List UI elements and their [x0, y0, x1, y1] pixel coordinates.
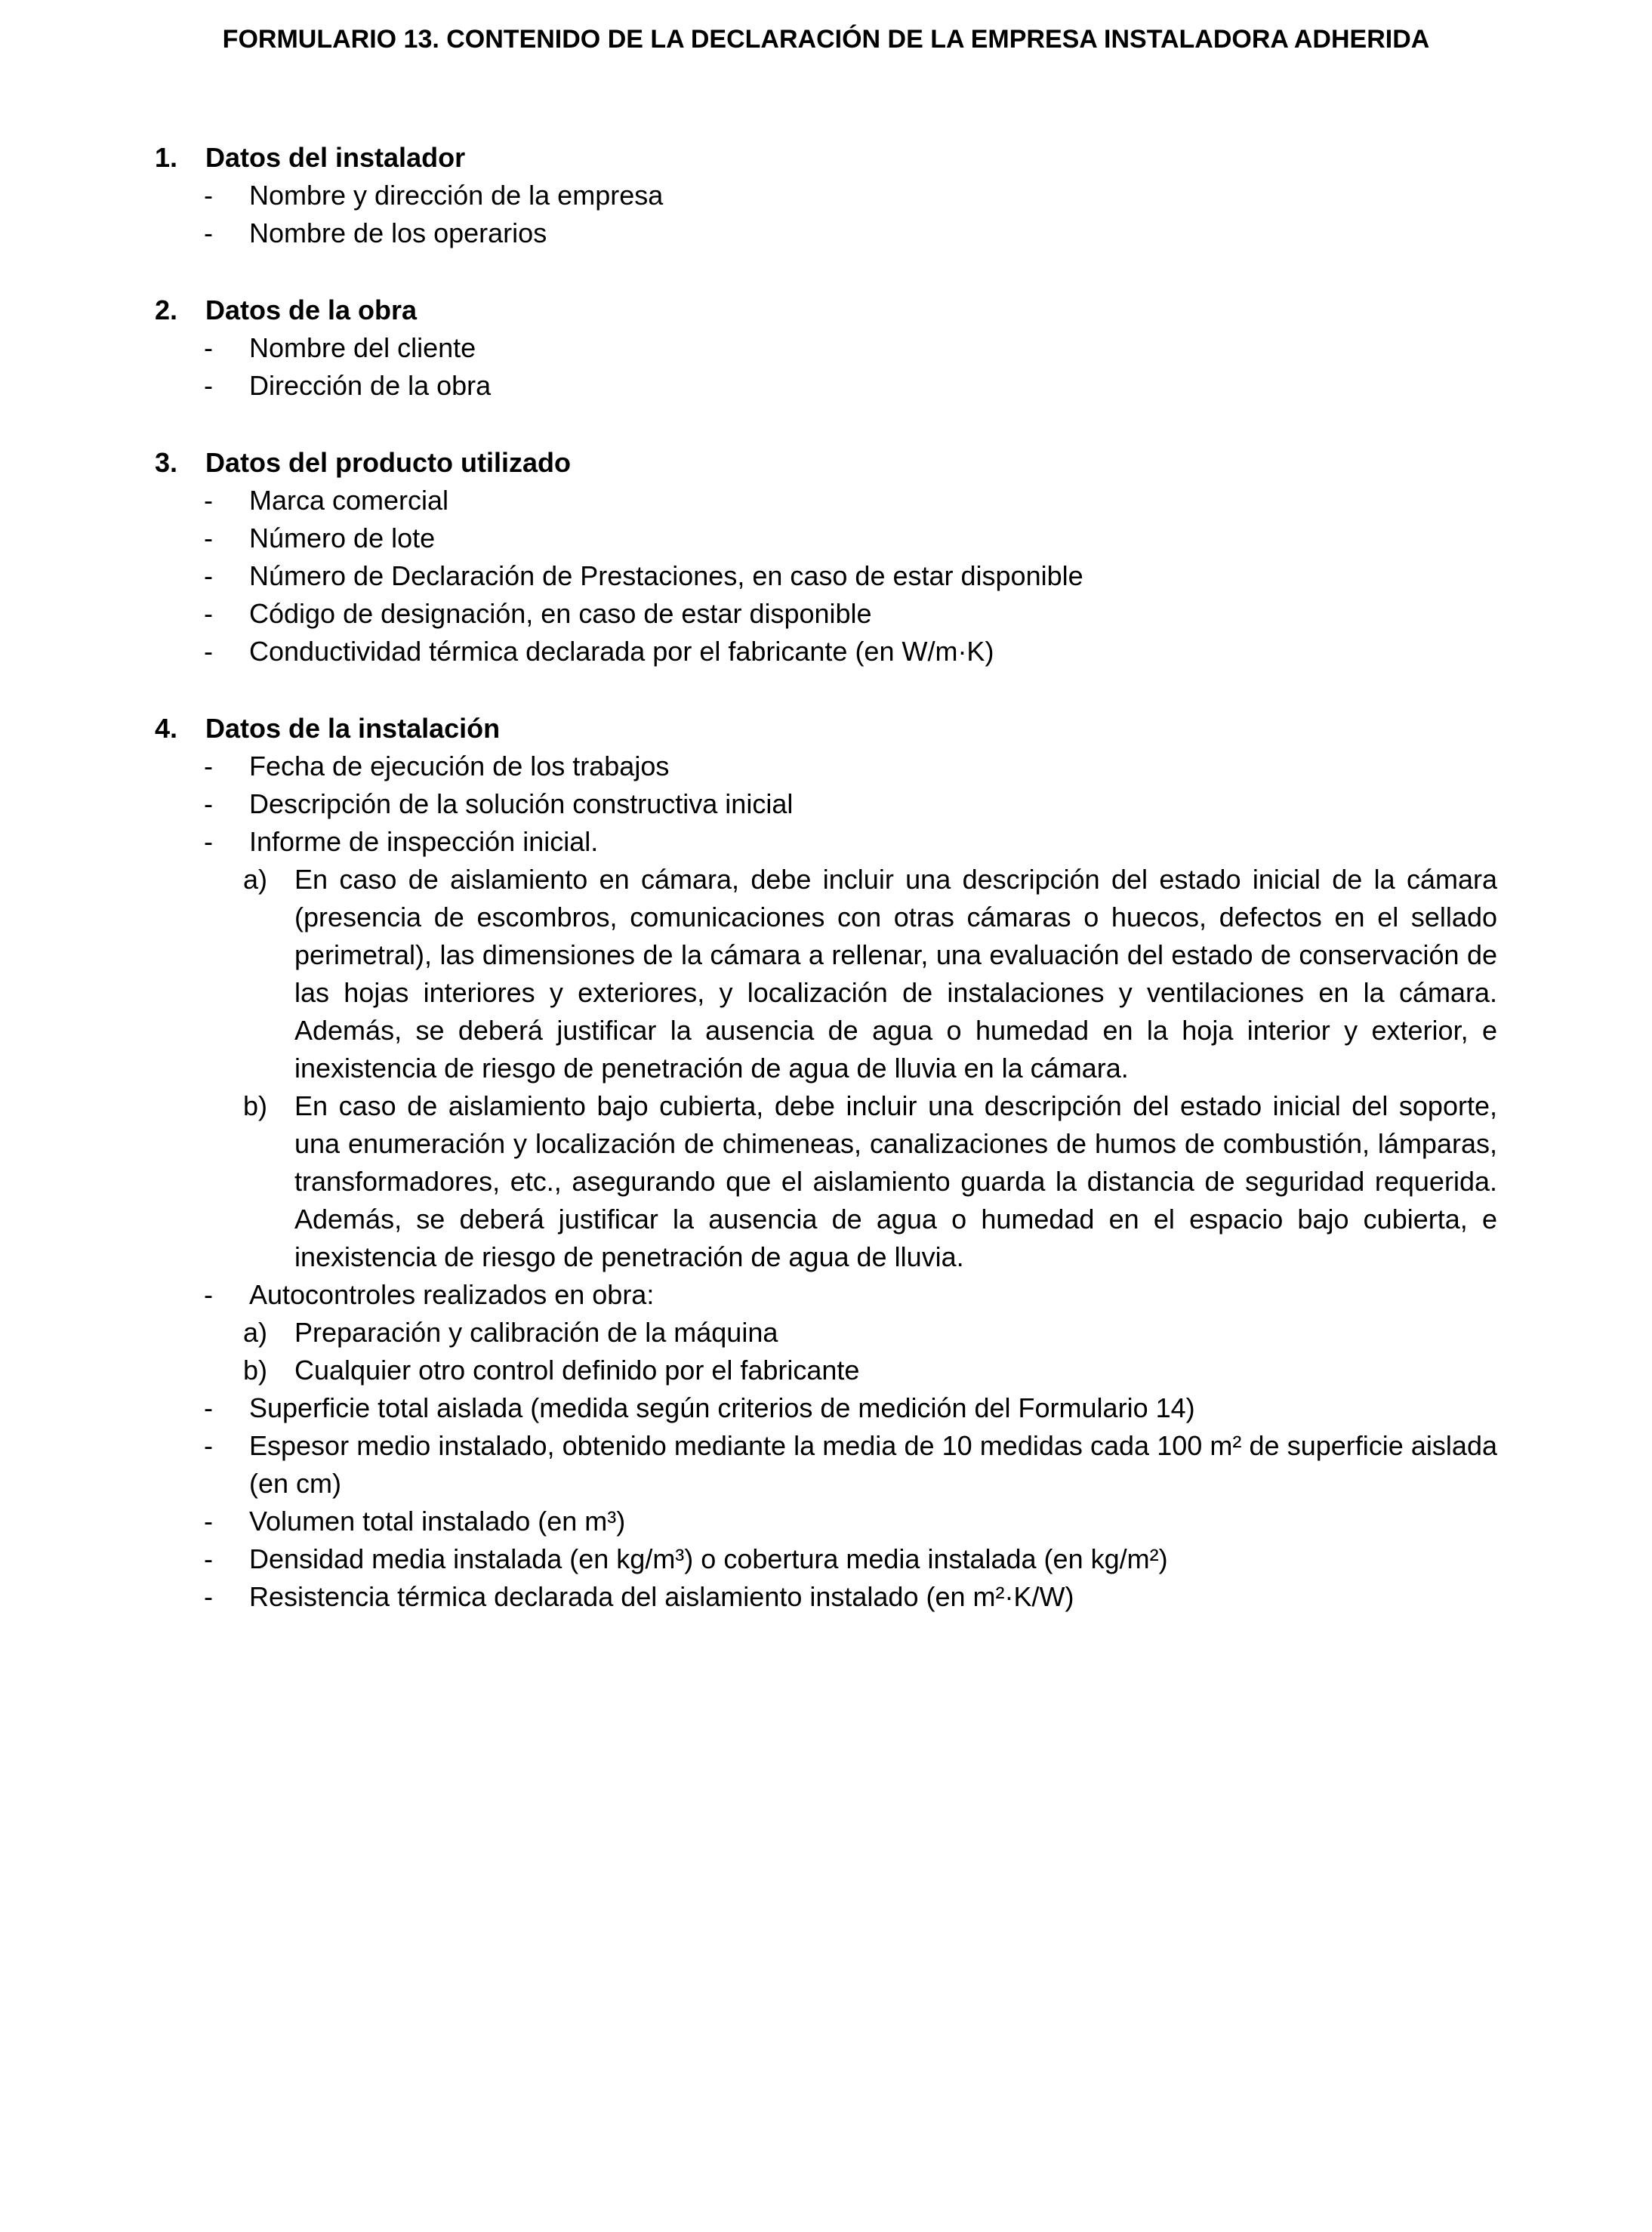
dash-marker: - — [204, 217, 213, 248]
list-item-text: Nombre del cliente — [249, 332, 476, 363]
section-datos-del-instalador — [155, 139, 1497, 252]
list-item-text: Fecha de ejecución de los trabajos — [249, 751, 670, 782]
list-item — [155, 482, 1497, 519]
document-title: FORMULARIO 13. CONTENIDO DE LA DECLARACIÓN DE LA EMPRESA INSTALADORA ADHERIDA — [222, 25, 1430, 54]
section-heading-row — [155, 710, 1497, 748]
section-number: 1. — [155, 142, 178, 173]
list-item — [155, 557, 1497, 595]
list-item-text: Volumen total instalado (en m³) — [249, 1506, 626, 1537]
section-number: 4. — [155, 713, 178, 744]
list-item-text: Informe de inspección inicial. — [249, 826, 599, 857]
list-item-text: Autocontroles realizados en obra: — [249, 1279, 655, 1310]
list-item-text: Dirección de la obra — [249, 370, 492, 401]
letter-item — [155, 1314, 1497, 1352]
letter-marker: a) — [243, 1317, 268, 1348]
letter-marker: b) — [243, 1090, 268, 1121]
list-item — [155, 1427, 1497, 1503]
list-item — [155, 177, 1497, 214]
letter-item-text: En caso de aislamiento bajo cubierta, debe incluir una descripción del estado inicial del soporte, una enumeración y localización de chimeneas, canalizaciones de humos de combustión, lámparas, transformadores, etc., asegurando que el aislamiento guarda la distancia de seguridad requerida. Además, se deberá justificar la ausencia de agua o humedad en el espacio bajo cubierta, e inexistencia de riesgo de penetración de agua de lluvia. — [294, 1090, 1497, 1272]
list-item-text: Número de Declaración de Prestaciones, en caso de estar disponible — [249, 560, 1083, 591]
list-item-text: Marca comercial — [249, 485, 449, 516]
list-item-text: Espesor medio instalado, obtenido mediante la media de 10 medidas cada 100 m² de superficie aislada (en cm) — [249, 1430, 1497, 1499]
dash-marker: - — [204, 598, 213, 629]
list-item — [155, 1276, 1497, 1314]
list-item — [155, 595, 1497, 633]
letter-item — [155, 861, 1497, 1087]
list-item-text: Resistencia térmica declarada del aislamiento instalado (en m²·K/W) — [249, 1581, 1074, 1612]
section-heading: Datos de la instalación — [205, 713, 501, 744]
letter-marker: a) — [243, 864, 268, 895]
list-item — [155, 329, 1497, 367]
list-item — [155, 1540, 1497, 1578]
list-item — [155, 785, 1497, 823]
dash-marker: - — [204, 180, 213, 211]
dash-marker: - — [204, 1506, 213, 1537]
list-item — [155, 519, 1497, 557]
list-item-text: Superficie total aislada (medida según criterios de medición del Formulario 14) — [249, 1392, 1195, 1423]
list-item-text: Código de designación, en caso de estar disponible — [249, 598, 872, 629]
section-heading-row — [155, 139, 1497, 177]
list-item — [155, 214, 1497, 252]
dash-marker: - — [204, 370, 213, 401]
section-heading-row — [155, 291, 1497, 329]
dash-marker: - — [204, 332, 213, 363]
section-datos-de-la-instalacion — [155, 710, 1497, 1616]
list-item-text: Densidad media instalada (en kg/m³) o cobertura media instalada (en kg/m²) — [249, 1543, 1168, 1574]
list-item — [155, 823, 1497, 861]
section-datos-de-la-obra — [155, 291, 1497, 405]
list-item — [155, 1503, 1497, 1540]
list-item-text: Nombre de los operarios — [249, 217, 547, 248]
letter-marker: b) — [243, 1355, 268, 1386]
list-item-text: Número de lote — [249, 523, 436, 553]
dash-marker: - — [204, 560, 213, 591]
dash-marker: - — [204, 1430, 213, 1461]
section-heading: Datos de la obra — [205, 294, 418, 325]
dash-marker: - — [204, 636, 213, 667]
list-item — [155, 633, 1497, 671]
list-item-text: Descripción de la solución constructiva inicial — [249, 788, 794, 819]
dash-marker: - — [204, 523, 213, 553]
section-heading: Datos del producto utilizado — [205, 447, 571, 478]
dash-marker: - — [204, 788, 213, 819]
dash-marker: - — [204, 485, 213, 516]
letter-item-text: En caso de aislamiento en cámara, debe incluir una descripción del estado inicial de la cámara (presencia de escombros, comunicaciones con otras cámaras o huecos, defectos en el sellado perimetral), las dimensiones de la cámara a rellenar, una evaluación del estado de conservación de las hojas interiores y exteriores, y localización de instalaciones y ventilaciones en la cámara. Además, se deberá justificar la ausencia de agua o humedad en la hoja interior y exterior, e inexistencia de riesgo de penetración de agua de lluvia en la cámara. — [294, 864, 1497, 1084]
letter-item — [155, 1352, 1497, 1389]
dash-marker: - — [204, 826, 213, 857]
dash-marker: - — [204, 1279, 213, 1310]
section-number: 2. — [155, 294, 178, 325]
list-item — [155, 1578, 1497, 1616]
section-heading: Datos del instalador — [205, 142, 466, 173]
dash-marker: - — [204, 1543, 213, 1574]
list-item — [155, 367, 1497, 405]
list-item — [155, 1389, 1497, 1427]
list-item — [155, 748, 1497, 785]
section-datos-del-producto-utilizado — [155, 444, 1497, 671]
list-item-text: Nombre y dirección de la empresa — [249, 180, 664, 211]
section-number: 3. — [155, 447, 178, 478]
letter-item — [155, 1087, 1497, 1276]
dash-marker: - — [204, 1581, 213, 1612]
letter-item-text: Preparación y calibración de la máquina — [294, 1317, 778, 1348]
letter-item-text: Cualquier otro control definido por el fabricante — [294, 1355, 860, 1386]
dash-marker: - — [204, 1392, 213, 1423]
list-item-text: Conductividad térmica declarada por el fabricante (en W/m·K) — [249, 636, 994, 667]
dash-marker: - — [204, 751, 213, 782]
section-heading-row — [155, 444, 1497, 482]
